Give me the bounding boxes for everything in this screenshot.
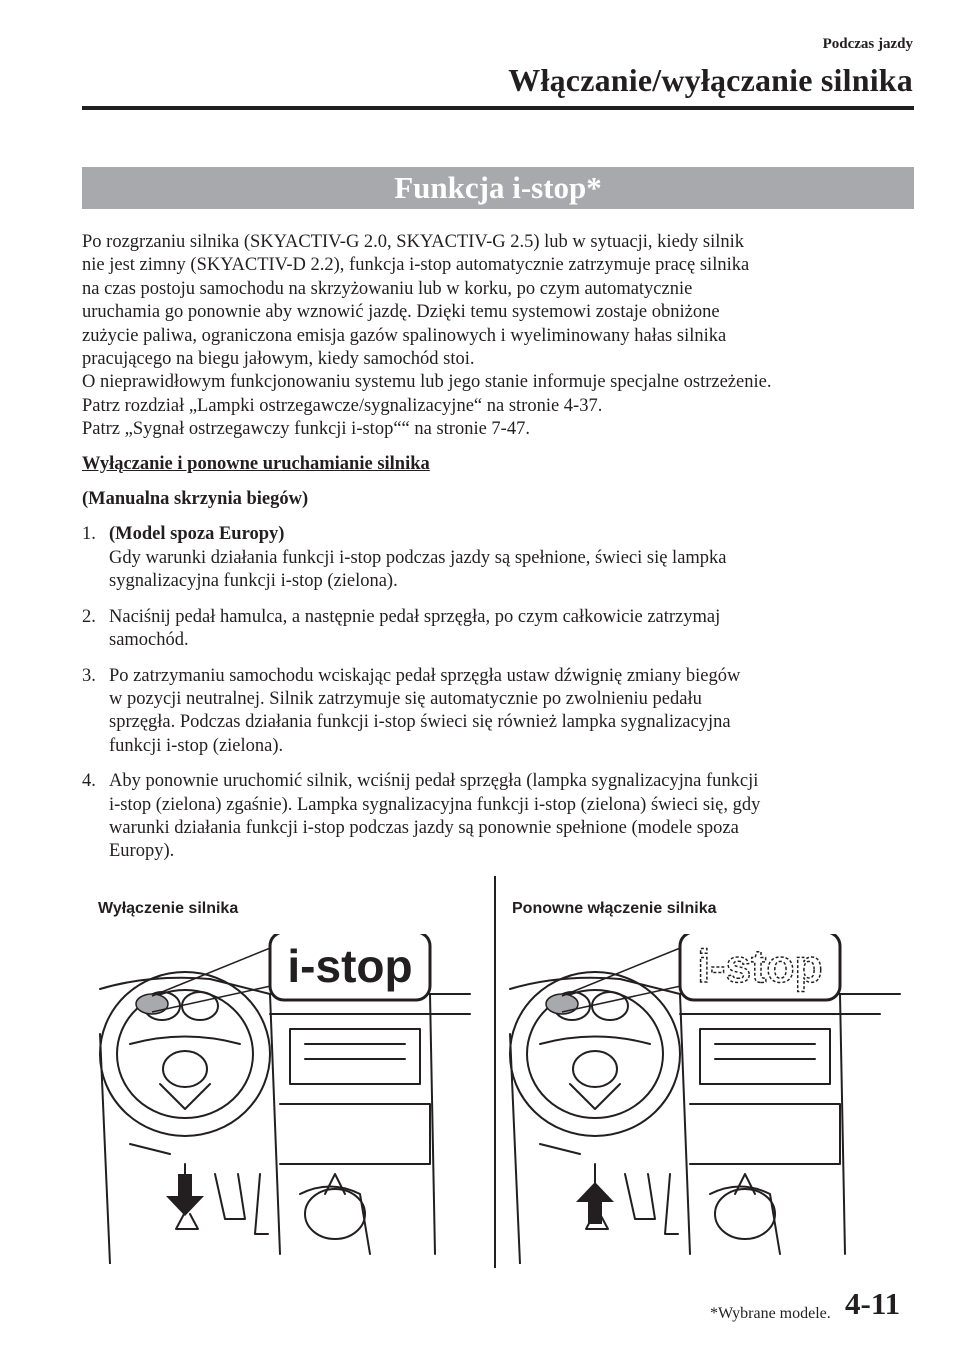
step-number: 1. <box>82 524 96 545</box>
intro-line: Patrz rozdział „Lampki ostrzegawcze/sygnalizacyjne“ na stronie 4-37. <box>82 395 603 416</box>
step-line: Europy). <box>109 841 175 862</box>
intro-line: na czas postoju samochodu na skrzyżowaniu lub w korku, po czym automatycznie <box>82 278 693 299</box>
step-number: 4. <box>82 771 96 792</box>
steps-list <box>82 523 918 863</box>
step-line: sygnalizacyjna funkcji i-stop (zielona). <box>109 571 398 592</box>
footnote: *Wybrane modele. <box>710 1305 831 1322</box>
page-header-title: Włączanie/wyłączanie silnika <box>508 62 913 98</box>
step-item <box>82 606 918 653</box>
figure-left-label: Wyłączenie silnika <box>98 900 239 917</box>
step-item <box>82 665 918 759</box>
step-line: sprzęgła. Podczas działania funkcji i-stop świeci się również lampka sygnalizacyjna <box>109 712 731 733</box>
step-item <box>82 523 918 593</box>
intro-line: pracującego na biegu jałowym, kiedy samochód stoi. <box>82 349 475 370</box>
figures <box>82 876 918 1268</box>
istop-indicator-text-outline: i-stop <box>697 940 823 992</box>
step-line: w pozycji neutralnej. Silnik zatrzymuje się automatycznie po zwolnieniu pedału <box>109 688 702 709</box>
dashboard-illustration-restart <box>500 934 910 1264</box>
intro-line: nie jest zimny (SKYACTIV-D 2.2), funkcja i-stop automatycznie zatrzymuje pracę silnika <box>82 255 750 276</box>
step-line: funkcji i-stop (zielona). <box>109 735 284 756</box>
subheading-transmission: (Manualna skrzynia biegów) <box>82 489 309 510</box>
step-line: i-stop (zielona) zgaśnie). Lampka sygnalizacyjna funkcji i-stop (zielona) świeci się, gdy <box>109 794 761 815</box>
content <box>82 231 918 876</box>
intro-line: Patrz „Sygnał ostrzegawczy funkcji i-stop““ na stronie 7-47. <box>82 419 530 440</box>
intro-line: zużycie paliwa, ograniczona emisja gazów spalinowych i wyeliminowany hałas silnika <box>82 325 727 346</box>
header-rule <box>82 106 914 110</box>
step-line: Naciśnij pedał hamulca, a następnie pedał sprzęgła, po czym całkowicie zatrzymaj <box>109 606 721 627</box>
intro-line: uruchamia go ponownie aby wznowić jazdę. Dzięki temu systemowi zostaje obniżone <box>82 302 720 323</box>
step-line: Po zatrzymaniu samochodu wciskając pedał sprzęgła ustaw dźwignię zmiany biegów <box>109 665 741 686</box>
step-line: Aby ponownie uruchomić silnik, wciśnij pedał sprzęgła (lampka sygnalizacyjna funkcji <box>109 771 759 792</box>
intro-line: O nieprawidłowym funkcjonowaniu systemu lub jego stanie informuje specjalne ostrzeżenie. <box>82 372 772 393</box>
page-header-kicker: Podczas jazdy <box>822 36 913 52</box>
indicator-lamp-off <box>546 994 578 1014</box>
step-line: samochód. <box>109 630 189 651</box>
step-item <box>82 770 918 864</box>
subheading: Wyłączanie i ponowne uruchamianie silnika <box>82 453 430 474</box>
figure-divider <box>494 876 496 1268</box>
indicator-lamp-lit <box>136 994 168 1014</box>
page-number: 4-11 <box>845 1286 901 1321</box>
section-banner: Funkcja i-stop* <box>82 167 914 209</box>
step-line: warunki działania funkcji i-stop podczas jazdy są ponownie spełnione (modele spoza <box>109 817 739 838</box>
dashboard-illustration-stop <box>90 934 490 1264</box>
step-line: Gdy warunki działania funkcji i-stop podczas jazdy są spełnione, świeci się lampka <box>109 547 727 568</box>
intro-line: Po rozgrzaniu silnika (SKYACTIV-G 2.0, SKYACTIV-G 2.5) lub w sytuacji, kiedy silnik <box>82 232 745 252</box>
up-arrow-icon <box>576 1182 614 1224</box>
step-number: 3. <box>82 665 96 686</box>
down-arrow-icon <box>166 1174 204 1216</box>
figure-right-label: Ponowne włączenie silnika <box>512 900 717 917</box>
step-number: 2. <box>82 606 96 627</box>
step-bold-label: (Model spoza Europy) <box>109 524 285 545</box>
istop-indicator-text: i-stop <box>287 940 413 992</box>
